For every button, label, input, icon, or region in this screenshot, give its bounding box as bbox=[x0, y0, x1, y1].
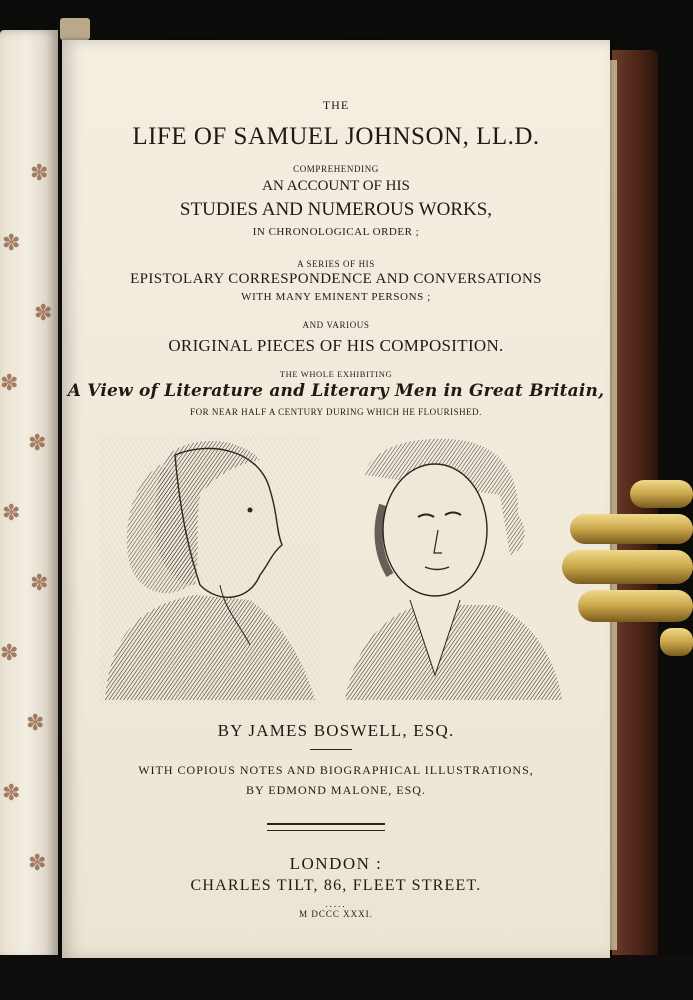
endpaper-pattern-mark: ✽ bbox=[26, 710, 45, 735]
subtitle-epistolary: EPISTOLARY CORRESPONDENCE AND CONVERSATIONS bbox=[130, 271, 542, 287]
subtitle-studies: STUDIES AND NUMEROUS WORKS, bbox=[179, 199, 493, 220]
subtitle-series: A SERIES OF HIS bbox=[297, 259, 375, 269]
endpaper-pattern-mark: ✽ bbox=[0, 370, 19, 395]
spine-headband bbox=[60, 18, 90, 40]
subtitle-original: ORIGINAL PIECES OF HIS COMPOSITION. bbox=[168, 336, 504, 355]
bottom-shadow bbox=[0, 955, 693, 1000]
notes-line-2: BY EDMOND MALONE, ESQ. bbox=[246, 783, 426, 797]
author-line: BY JAMES BOSWELL, ESQ. bbox=[217, 721, 455, 740]
double-rule bbox=[267, 823, 385, 831]
portrait-boswell bbox=[345, 439, 562, 700]
subtitle-blackletter-view: A View of Literature and Literary Men in Great Britain, bbox=[67, 381, 605, 401]
notes-line-1: WITH COPIOUS NOTES AND BIOGRAPHICAL ILLUSTRATIONS, bbox=[138, 763, 534, 777]
heading-the: THE bbox=[322, 98, 350, 112]
title-page bbox=[62, 40, 610, 958]
portrait-johnson bbox=[100, 435, 320, 705]
subtitle-half-century: FOR NEAR HALF A CENTURY DURING WHICH HE FLOURISHED. bbox=[190, 407, 482, 417]
endpaper-pattern-mark: ✽ bbox=[30, 570, 49, 595]
endpaper-pattern-mark: ✽ bbox=[30, 160, 49, 185]
imprint-dots: ..... bbox=[325, 899, 347, 909]
endpaper-pattern-mark: ✽ bbox=[34, 300, 53, 325]
imprint-city: LONDON : bbox=[289, 854, 383, 873]
engraved-portraits bbox=[100, 435, 570, 705]
endpaper-pattern-mark: ✽ bbox=[28, 430, 47, 455]
subtitle-various: AND VARIOUS bbox=[302, 320, 370, 330]
endpaper-pattern-mark: ✽ bbox=[2, 780, 21, 805]
imprint-year: M DCCC XXXI. bbox=[299, 909, 373, 919]
left-marbled-endpaper bbox=[0, 30, 58, 960]
short-rule bbox=[310, 749, 352, 750]
endpaper-pattern-mark: ✽ bbox=[2, 500, 21, 525]
subtitle-exhibiting: THE WHOLE EXHIBITING bbox=[279, 369, 393, 379]
gold-hand-page-holder bbox=[560, 480, 693, 660]
imprint-publisher: CHARLES TILT, 86, FLEET STREET. bbox=[190, 877, 482, 894]
endpaper-pattern-mark: ✽ bbox=[28, 850, 47, 875]
book-title: LIFE OF SAMUEL JOHNSON, LL.D. bbox=[132, 123, 540, 150]
subtitle-account: AN ACCOUNT OF HIS bbox=[262, 178, 410, 194]
subtitle-comprehending: COMPREHENDING bbox=[293, 164, 379, 174]
subtitle-chronological: IN CHRONOLOGICAL ORDER ; bbox=[252, 226, 420, 238]
endpaper-pattern-mark: ✽ bbox=[2, 230, 21, 255]
subtitle-eminent: WITH MANY EMINENT PERSONS ; bbox=[241, 291, 431, 303]
endpaper-pattern-mark: ✽ bbox=[0, 640, 19, 665]
